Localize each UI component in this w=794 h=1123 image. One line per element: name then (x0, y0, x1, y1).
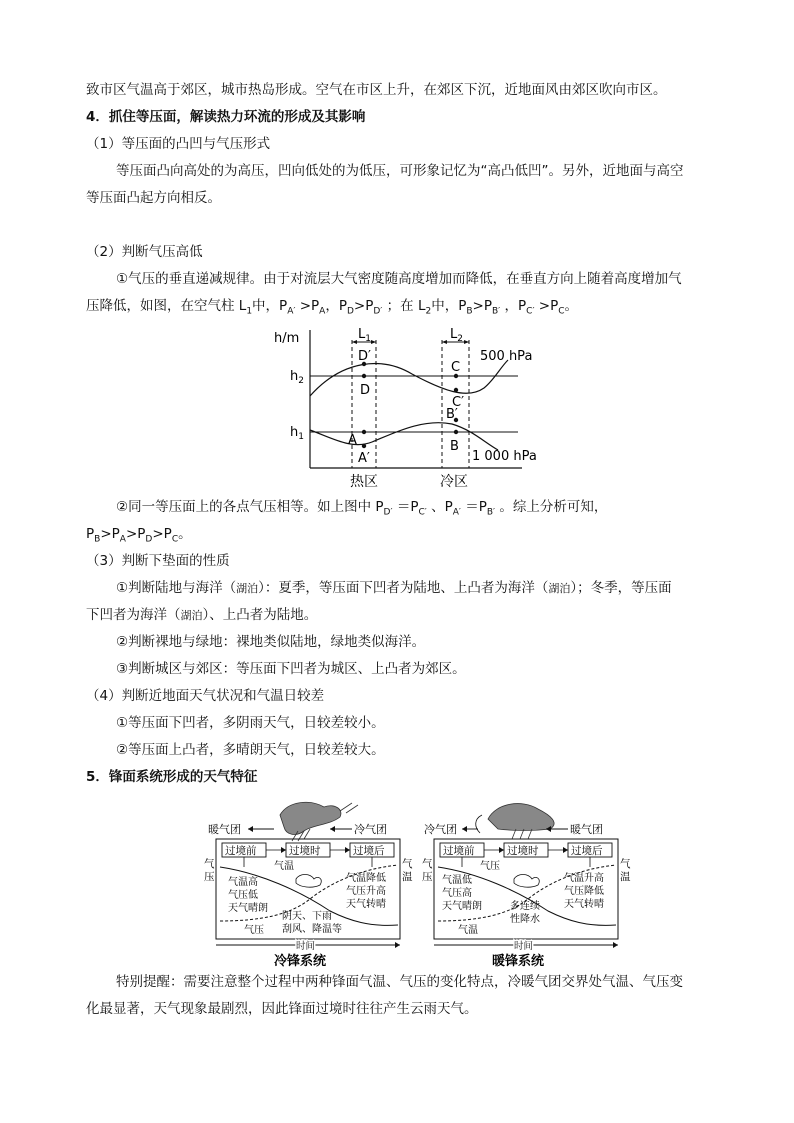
wf-right-1: 气温升高 (564, 873, 604, 884)
wf-center-2: 性降水 (510, 914, 540, 925)
tip-line2: 化最显著，天气现象最剧烈，因此锋面过境时往往产生云雨天气。 (86, 1001, 478, 1017)
wf-right-axis-1: 气 (620, 858, 631, 870)
point-A-prime: A′ (358, 451, 370, 466)
L1-label: $L_1$ (358, 327, 371, 344)
cf-right-2: 气压升高 (346, 886, 386, 897)
cf-pressure: 气压 (244, 925, 264, 936)
wf-during: 过境时 (507, 845, 539, 857)
label-500hpa: 500 hPa (480, 349, 533, 364)
cf-right-1: 气温降低 (346, 873, 386, 884)
section-4-1-title: （1）等压面的凸凹与气压形式 (86, 136, 271, 152)
para-4-3-line2: 下凹者为海洋（湖泊）、上凸者为陆地。 (86, 607, 318, 623)
cf-left-3: 天气晴朗 (228, 903, 268, 914)
label-1000hpa: 1 000 hPa (472, 449, 537, 464)
point-A: A (348, 433, 357, 448)
para-4-2-line4: $P_B>P_A>P_D>P_C$。 (86, 526, 192, 545)
cold-front-diagram (200, 795, 416, 967)
warm-front-diagram (418, 795, 634, 967)
cf-left-axis-2: 压 (204, 871, 215, 883)
hot-zone-label: 热区 (350, 474, 378, 490)
wf-temp: 气温 (458, 925, 478, 936)
cf-after: 过境后 (353, 845, 385, 857)
para-4-1-line2: 等压面凸起方向相反。 (86, 190, 221, 206)
wf-caption: 暖锋系统 (492, 954, 545, 967)
tip-line1: 特别提醒：需要注意整个过程中两种锋面气温、气压的变化特点，冷暖气团交界处气温、气压变 (116, 974, 683, 990)
cf-right-axis-2: 温 (402, 871, 413, 883)
point-B-prime: B′ (446, 407, 458, 422)
L2-label: $L_2$ (450, 327, 463, 344)
y-axis-label: h/m (274, 331, 300, 346)
cf-right-3: 天气转晴 (346, 899, 386, 910)
section-4-2-title: （2）判断气压高低 (86, 244, 203, 260)
isobar-500 (310, 360, 508, 396)
cf-during: 过境时 (289, 845, 321, 857)
cold-zone-label: 冷区 (440, 474, 468, 490)
cf-right-axis-1: 气 (402, 858, 413, 870)
point-C-prime: C′ (452, 395, 465, 410)
para-4-3-line4: ③判断城区与郊区：等压面下凹者为城区、上凸者为郊区。 (116, 661, 466, 677)
wf-warm-mass: 暖气团 (570, 823, 603, 836)
para-4-4-line2: ②等压面上凸者，多晴朗天气，日较差较大。 (116, 742, 385, 758)
section-4-title: 4．抓住等压面，解读热力环流的形成及其影响 (86, 109, 366, 125)
wf-right-axis-2: 温 (620, 871, 631, 883)
cf-time: 时间 (296, 941, 316, 952)
cf-left-2: 气压低 (228, 890, 258, 901)
para-4-4-line1: ①等压面下凹者，多阴雨天气，日较差较小。 (116, 715, 385, 731)
wf-before: 过境前 (443, 845, 475, 857)
cf-left-axis-1: 气 (204, 858, 215, 870)
section-4-3-title: （3）判断下垫面的性质 (86, 553, 230, 569)
point-C: C (451, 360, 461, 375)
para-heat-island: 致市区气温高于郊区，城市热岛形成。空气在市区上升，在郊区下沉，近地面风由郊区吹向市区。 (86, 82, 667, 98)
point-B: B (450, 439, 459, 454)
wf-left-2: 气压高 (442, 888, 472, 899)
para-4-3-line1: ①判断陆地与海洋（湖泊）：夏季，等压面下凹者为陆地、上凸者为海洋（湖泊）；冬季，等压面 (116, 580, 672, 596)
wf-center-1: 多连续 (510, 901, 540, 912)
isobar-diagram (272, 320, 552, 492)
isobar-1000 (310, 423, 498, 450)
cf-before: 过境前 (225, 845, 257, 857)
cf-left-1: 气温高 (228, 877, 258, 888)
wf-left-axis-2: 压 (422, 871, 433, 883)
wf-left-3: 天气晴朗 (442, 901, 482, 912)
h2-label: $h_2$ (290, 369, 304, 386)
section-4-4-title: （4）判断近地面天气状况和气温日较差 (86, 688, 325, 704)
cf-caption: 冷锋系统 (274, 954, 327, 967)
wf-cold-mass: 冷气团 (424, 823, 457, 836)
para-4-2-line1: ①气压的垂直递减规律。由于对流层大气密度随高度增加而降低，在垂直方向上随着高度增加气 (116, 271, 682, 287)
wf-right-2: 气压降低 (564, 886, 604, 897)
cf-center-1: 阴天、下雨 (282, 911, 332, 922)
wf-after: 过境后 (571, 845, 603, 857)
wf-time: 时间 (514, 941, 534, 952)
wf-left-1: 气温低 (442, 875, 472, 886)
wf-right-3: 天气转晴 (564, 899, 604, 910)
para-4-3-line3: ②判断裸地与绿地：裸地类似陆地，绿地类似海洋。 (116, 634, 426, 650)
cf-cold-mass: 冷气团 (354, 823, 387, 836)
section-5-title: 5．锋面系统形成的天气特征 (86, 769, 258, 785)
para-4-2-line2: 压降低，如图，在空气柱 $L_1$中，$P_{A'} >P_A$，$P_D>P_{D'}$ ；在 $L_2$中，$P_B>P_{B'}$ ，$P_{C'} >P_C$。 (86, 298, 579, 317)
cf-center-2: 刮风、降温等 (282, 924, 342, 935)
h1-label: $h_1$ (290, 425, 304, 442)
para-4-1-line1: 等压面凸向高处的为高压，凹向低处的为低压，可形象记忆为“高凸低凹”。另外，近地面与高空 (116, 163, 684, 179)
wf-left-axis-1: 气 (422, 858, 433, 870)
cf-temp: 气温 (274, 861, 294, 872)
wf-pressure: 气压 (480, 861, 500, 872)
point-D-prime: D′ (358, 349, 371, 364)
point-D: D (360, 383, 371, 398)
cf-warm-mass: 暖气团 (208, 823, 241, 836)
para-4-2-line3: ②同一等压面上的各点气压相等。如上图中 $P_{D'} =P_{C'}$ 、$P_{A'} =P_{B'}$ 。综上分析可知， (116, 499, 608, 518)
